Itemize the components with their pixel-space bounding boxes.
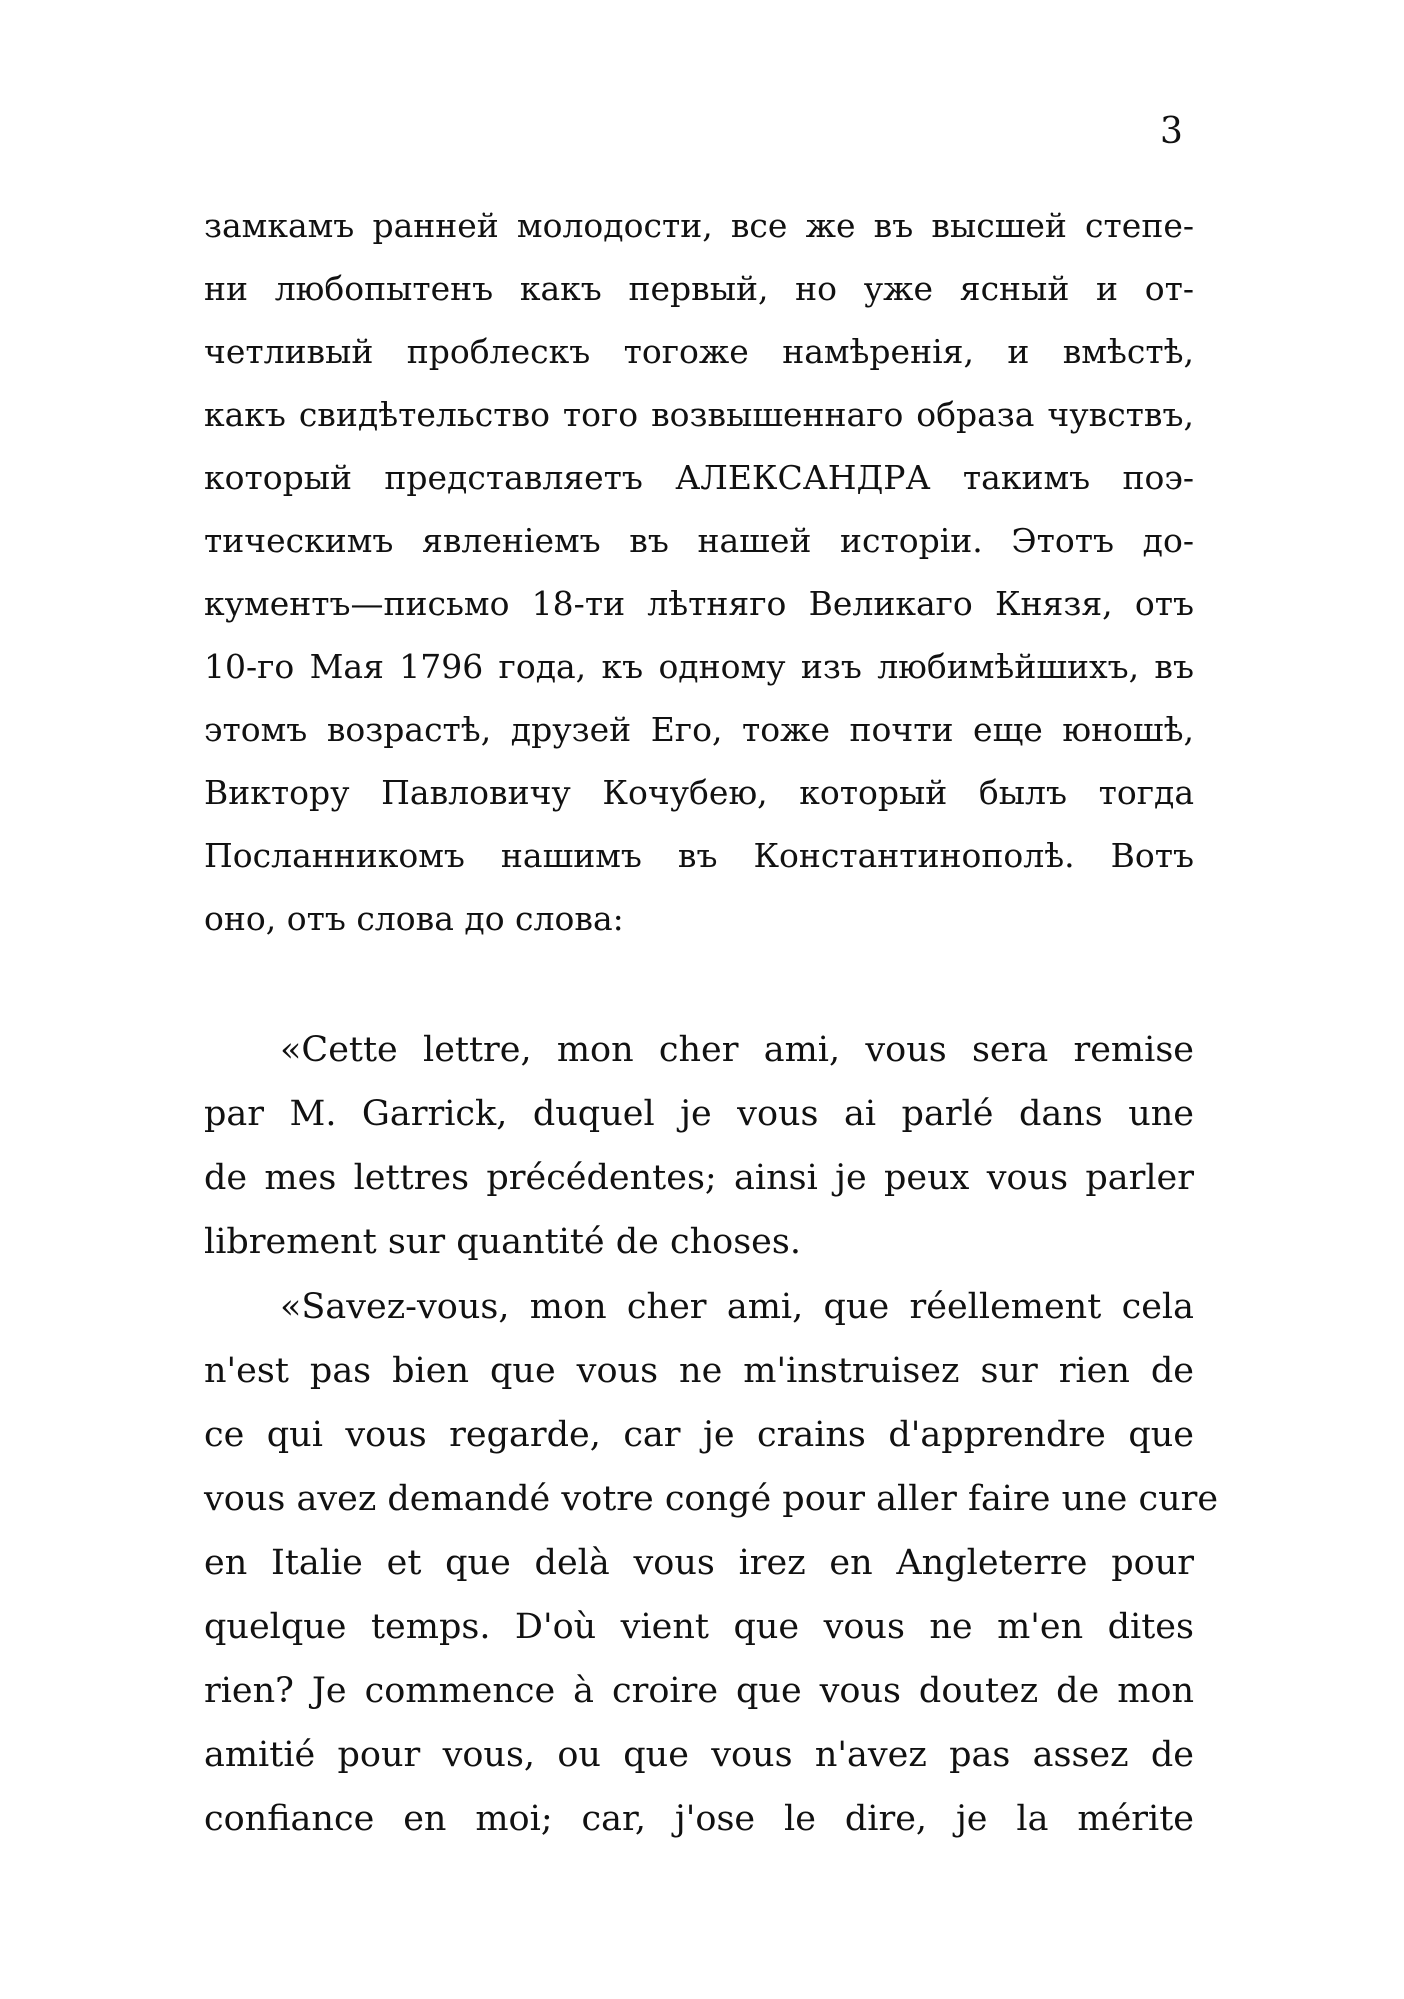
text-line: vous avez demandé votre congé pour aller faire une cure — [204, 1479, 1219, 1519]
text-line: тическимъ явленіемъ въ нашей исторіи. Этотъ до- — [204, 521, 1194, 560]
text-line: confiance en moi; car, j'ose le dire, je la mérite — [204, 1799, 1194, 1839]
text-line: amitié pour vous, ou que vous n'avez pas assez de — [204, 1735, 1194, 1775]
text-line: 10-го Мая 1796 года, къ одному изъ любимѣйшихъ, въ — [204, 647, 1194, 686]
text-line: этомъ возрастѣ, друзей Его, тоже почти еще юношѣ, — [204, 710, 1194, 749]
text-line: ни любопытенъ какъ первый, но уже ясный и от- — [204, 269, 1194, 308]
text-line: Виктору Павловичу Кочубею, который былъ тогда — [204, 773, 1194, 812]
page-number: 3 — [1160, 111, 1183, 152]
text-line: «Savez-vous, mon cher ami, que réellement cela — [280, 1287, 1194, 1327]
text-line: который представляетъ АЛЕКСАНДРА такимъ поэ- — [204, 458, 1194, 497]
text-line: quelque temps. D'où vient que vous ne m'en dites — [204, 1607, 1194, 1647]
text-line: en Italie et que delà vous irez en Angleterre pour — [204, 1543, 1194, 1583]
text-line: rien? Je commence à croire que vous doutez de mon — [204, 1671, 1194, 1711]
text-line: «Cette lettre, mon cher ami, vous sera remise — [280, 1030, 1194, 1070]
text-line: par M. Garrick, duquel je vous ai parlé dans une — [204, 1094, 1194, 1134]
text-line: оно, отъ слова до слова: — [204, 899, 624, 938]
text-line: какъ свидѣтельство того возвышеннаго образа чувствъ, — [204, 395, 1194, 434]
text-line: n'est pas bien que vous ne m'instruisez sur rien de — [204, 1351, 1194, 1391]
text-line: librement sur quantité de choses. — [204, 1222, 801, 1262]
text-line: четливый проблескъ тогоже намѣренія, и вмѣстѣ, — [204, 332, 1194, 371]
text-line: Посланникомъ нашимъ въ Константинополѣ. Вотъ — [204, 836, 1194, 875]
text-line: de mes lettres précédentes; ainsi je peux vous parler — [204, 1158, 1194, 1198]
text-line: кументъ—письмо 18-ти лѣтняго Великаго Князя, отъ — [204, 584, 1194, 623]
text-line: замкамъ ранней молодости, все же въ высшей степе- — [204, 206, 1194, 245]
text-line: ce qui vous regarde, car je crains d'apprendre que — [204, 1415, 1194, 1455]
